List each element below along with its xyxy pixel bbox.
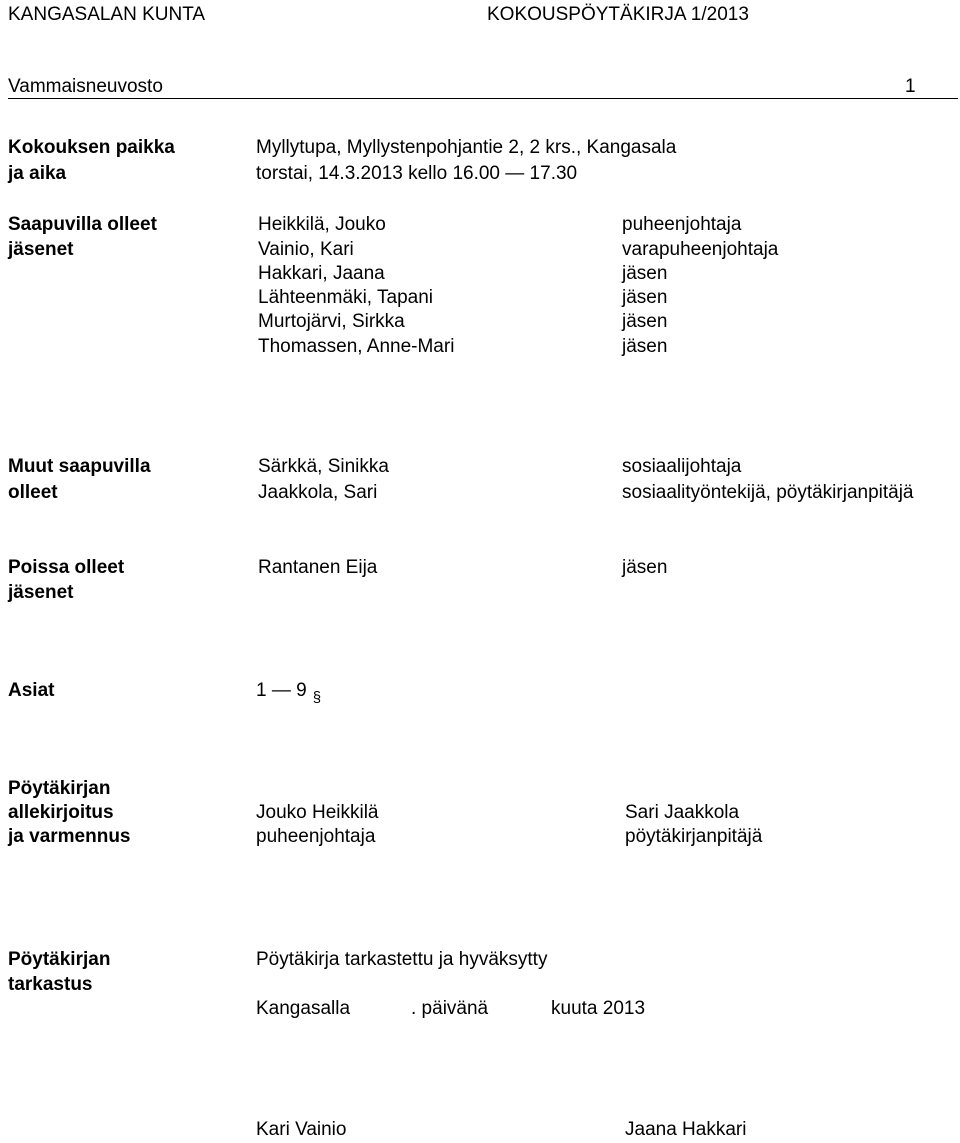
member-name: Heikkilä, Jouko xyxy=(258,214,386,235)
chair-name: Jouko Heikkilä xyxy=(256,802,379,823)
header-divider xyxy=(8,98,958,99)
chair-title: puheenjohtaja xyxy=(256,826,376,847)
verification-day: . päivänä xyxy=(411,998,489,1019)
verification-place: Kangasalla xyxy=(256,998,351,1019)
items-range xyxy=(256,679,321,705)
secretary-name: Sari Jaakkola xyxy=(625,802,740,823)
member-name: Lähteenmäki, Tapani xyxy=(258,287,433,308)
member-role: jäsen xyxy=(622,336,668,357)
body-name: Vammaisneuvosto xyxy=(8,76,163,97)
section-mark-icon: § xyxy=(312,689,322,706)
other-present-label: Muut saapuvilla xyxy=(8,456,151,477)
verification-month: kuuta 2013 xyxy=(551,998,646,1019)
member-role: puheenjohtaja xyxy=(622,214,742,235)
meeting-time: torstai, 14.3.2013 kello 16.00 — 17.30 xyxy=(256,163,578,184)
verification-label-2: tarkastus xyxy=(8,974,93,995)
signatures-label: Pöytäkirjan xyxy=(8,778,111,799)
member-role: jäsen xyxy=(622,287,668,308)
person-name: Jaakkola, Sari xyxy=(258,482,378,503)
signatures-label-3: ja varmennus xyxy=(8,826,131,847)
member-name: Vainio, Kari xyxy=(258,239,354,260)
meeting-place: Myllytupa, Myllystenpohjantie 2, 2 krs., Kangasala xyxy=(256,137,677,158)
page-number: 1 xyxy=(905,76,916,97)
member-name: Thomassen, Anne-Mari xyxy=(258,336,455,357)
absent-members-label: Poissa olleet xyxy=(8,557,125,578)
document-title: KOKOUSPÖYTÄKIRJA 1/2013 xyxy=(487,4,749,25)
present-members-label: Saapuvilla olleet xyxy=(8,214,157,235)
verification-label: Pöytäkirjan xyxy=(8,949,111,970)
absent-member-name: Rantanen Eija xyxy=(258,557,378,578)
verifier-name: Jaana Hakkari xyxy=(625,1119,747,1140)
member-role: jäsen xyxy=(622,311,668,332)
member-name: Hakkari, Jaana xyxy=(258,263,385,284)
present-members-label-2: jäsenet xyxy=(8,239,74,260)
absent-members-label-2: jäsenet xyxy=(8,582,74,603)
items-range-text: 1 — 9 xyxy=(256,680,307,701)
member-name: Murtojärvi, Sirkka xyxy=(258,311,405,332)
place-time-label-2: ja aika xyxy=(8,163,67,184)
person-role: sosiaalijohtaja xyxy=(622,456,742,477)
organization-name: KANGASALAN KUNTA xyxy=(8,4,206,25)
other-present-label-2: olleet xyxy=(8,482,58,503)
person-name: Särkkä, Sinikka xyxy=(258,456,389,477)
absent-member-role: jäsen xyxy=(622,557,668,578)
verifier-name: Kari Vainio xyxy=(256,1119,347,1140)
person-role: sosiaalityöntekijä, pöytäkirjanpitäjä xyxy=(622,482,914,503)
signatures-label-2: allekirjoitus xyxy=(8,802,114,823)
member-role: varapuheenjohtaja xyxy=(622,239,779,260)
verification-statement: Pöytäkirja tarkastettu ja hyväksytty xyxy=(256,949,548,970)
items-label: Asiat xyxy=(8,680,55,701)
place-time-label: Kokouksen paikka xyxy=(8,137,175,158)
secretary-title: pöytäkirjanpitäjä xyxy=(625,826,763,847)
member-role: jäsen xyxy=(622,263,668,284)
